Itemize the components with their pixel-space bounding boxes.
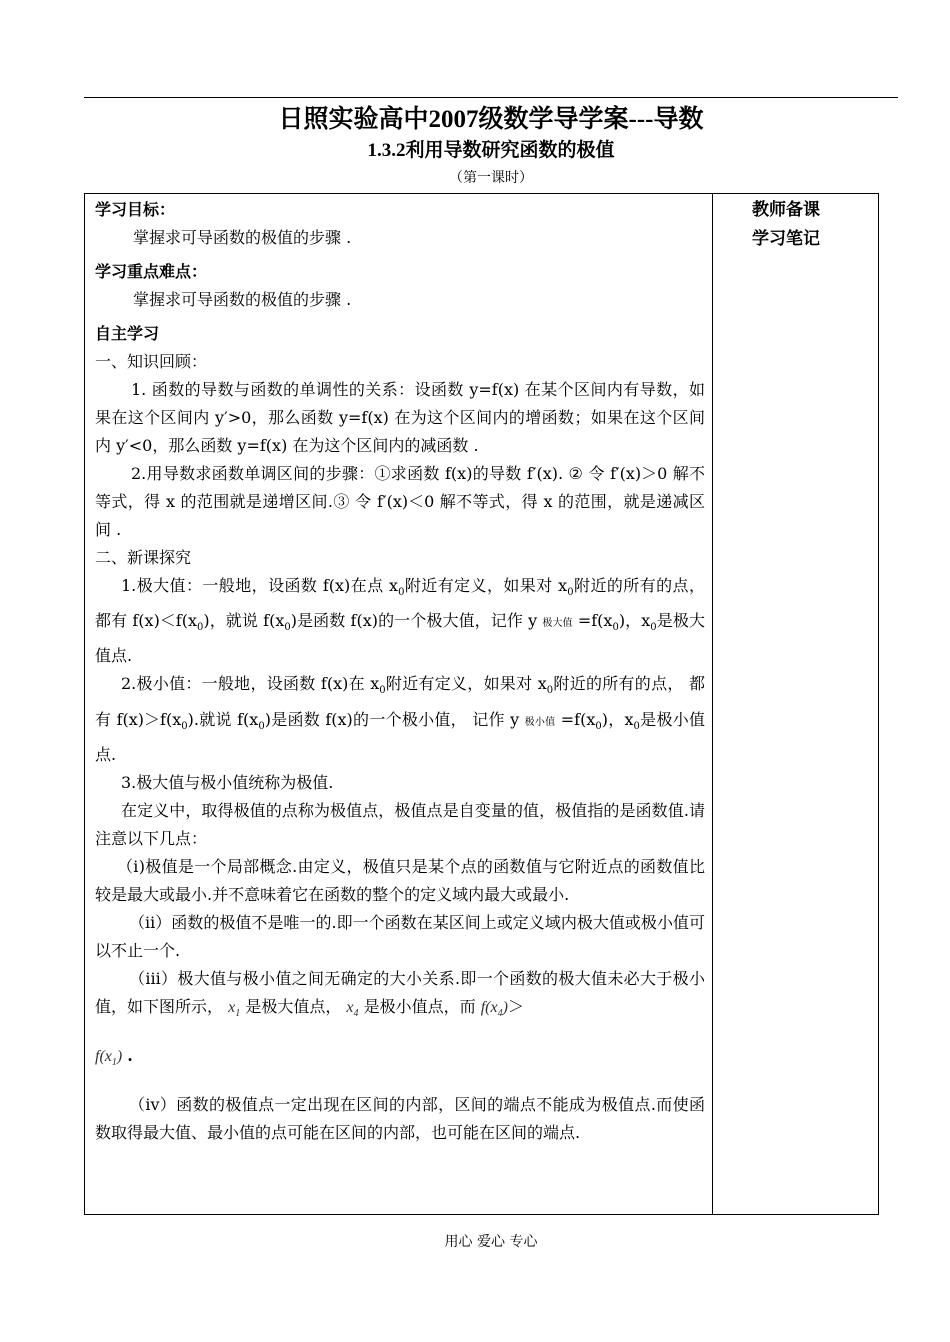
review-heading: 一、知识回顾： [95,352,208,371]
f-x1-expression: $f(x_1)$ [95,1047,123,1069]
x4-symbol: $x_4$ [346,998,359,1019]
extreme-intro: 在定义中，取得极值的点称为极值点，极值点是自变量的值，极值指的是函数值.请注意以下几点： [95,800,705,848]
lesson-label: （第一课时） [449,170,533,186]
side-label-1: 教师备课 [752,200,820,220]
extreme-value-statement: 3.极大值与极小值统称为极值. [121,772,334,792]
note-2: （ⅱ）函数的极值不是唯一的.即一个函数在某区间上或定义域内极大值或极小值可以不止一个. [95,912,705,960]
keypoints-heading: 学习重点难点： [95,262,208,281]
note-3-continued: $f(x_1)$ . [95,1045,133,1069]
page-subtitle: 1.3.2利用导数研究函数的极值 [367,140,615,161]
min-value-definition: 2.极小值：一般地，设函数 f(x)在 $x_0$附近有定义，如果对 $x_0$附近的所有的点， 都有 $f(x)>f(x_0)$.就说 $f(x_0)$是函数 f(x)的一个极小值， 记作 y 极小值 $=f(x_0)$，$x_0$是极小值点. [95,674,705,764]
page-title: 日照实验高中2007级数学导学案---导数 [278,106,704,133]
note-1: （ⅰ)极值是一个局部概念.由定义，极值只是某个点的函数值与它附近点的函数值比较是最大或最小.并不意味着它在函数的整个的定义域内最大或最小. [95,856,705,904]
side-label-2: 学习笔记 [752,229,820,249]
page-footer: 用心 爱心 专心 [444,1234,538,1250]
teacher-notes-column [752,196,820,254]
main-content [95,196,705,1147]
note-3: （ⅲ）极大值与极小值之间无确定的大小关系.即一个函数的极大值未必大于极小值，如下图所示， $x_1$ 是极大值点， $x_4$ 是极小值点，而 $f(x_4)>$ [95,968,705,1019]
x1-symbol: $x_1$ [228,998,241,1019]
objectives-heading: 学习目标： [95,200,176,219]
column-divider [712,193,713,1215]
review-paragraph-2: 2.用导数求函数单调区间的步骤：①求函数 f(x)的导数 f′(x). ② 令 f′(x)＞0 解不等式，得 x 的范围就是递增区间.③ 令 f′(x)＜0 解不等式，得 x 的范围，就是递减区间 . [95,464,705,539]
note-4: （ⅳ）函数的极值点一定出现在区间的内部，区间的端点不能成为极值点.而使函数取得最大值、最小值的点可能在区间的内部，也可能在区间的端点. [95,1095,705,1143]
objectives-text: 掌握求可导函数的极值的步骤 . [133,228,352,247]
new-lesson-heading: 二、新课探究 [95,548,192,567]
header-rule [84,97,898,98]
max-value-definition: 1.极大值：一般地，设函数 f(x)在点 $x_0$附近有定义，如果对 $x_0$附近的所有的点，都有 $f(x)<f(x_0)$，就说 $f(x_0)$是函数 f(x)的一个极大值，记作 y 极大值 $=f(x_0)$，$x_0$是极大值点. [95,576,705,666]
review-paragraph-1: 1. 函数的导数与函数的单调性的关系：设函数 y=f(x) 在某个区间内有导数，如果在这个区间内 y′>0，那么函数 y=f(x) 在为这个区间内的增函数；如果在这个区间内 y′<0，那么函数 y=f(x) 在为这个区间内的减函数 . [95,380,705,455]
self-study-heading: 自主学习 [95,324,160,343]
f-x4-expression: $f(x_4)$ [480,998,508,1019]
keypoints-text: 掌握求可导函数的极值的步骤 . [133,290,352,309]
